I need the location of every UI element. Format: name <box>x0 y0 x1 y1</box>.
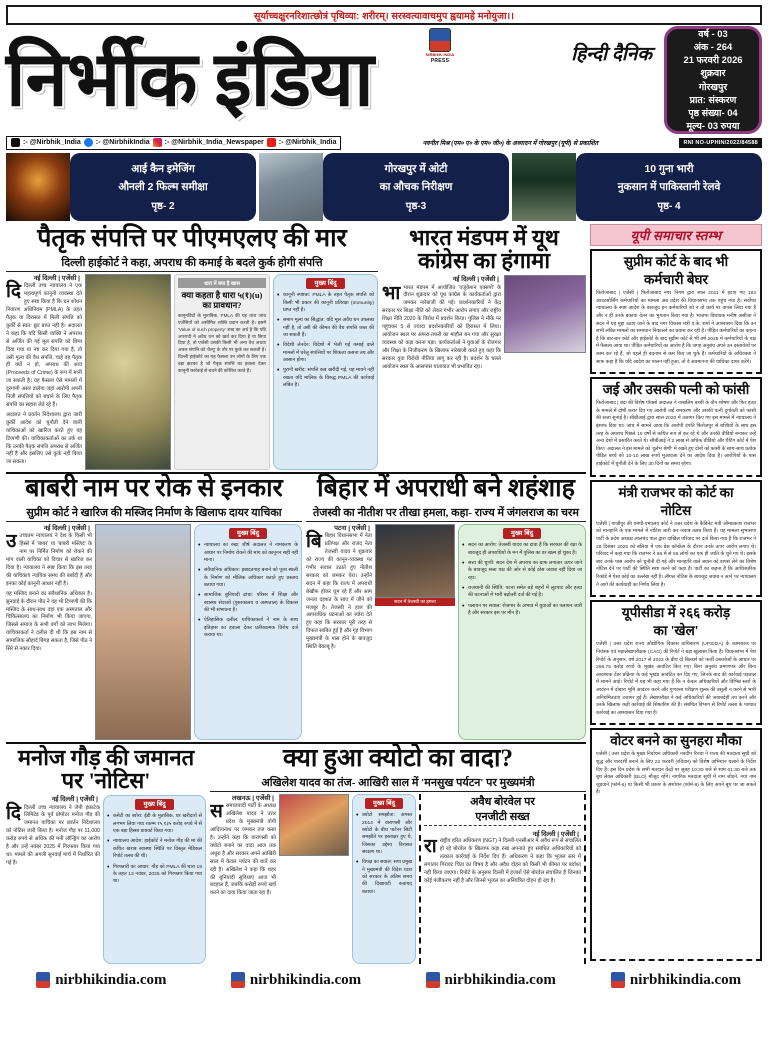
pmla-byline: नई दिल्ली | एजेंसी | <box>33 274 80 282</box>
pmla-text-col <box>6 274 82 471</box>
press-emblem-icon <box>429 28 451 52</box>
bihar-photo-caption: सदन में तेजस्वी का हमला <box>375 598 455 606</box>
bihar-photo <box>375 524 455 598</box>
promo-2-line1: गोरखपुर में ओटी <box>384 163 448 175</box>
babri-text-col <box>6 524 92 741</box>
info-edition: प्रात: संस्करण <box>689 93 737 105</box>
promo-2-line2: का औचक निरीक्षण <box>379 181 453 193</box>
kyoto-keypoints-title: मुख्य बिंदु <box>365 798 403 810</box>
bihar-headline: बिहार में अपराधी बने शहंशाह <box>317 475 575 502</box>
bihar-subhead: तेजस्वी का नीतीश पर तीखा हमला, कहा- राज्य में जंगलराज का चरम <box>306 503 586 522</box>
social-handle-instagram[interactable]: :- @Nirbhik_India_Newspaper <box>164 139 264 146</box>
info-day: शुक्रवार <box>700 67 726 79</box>
social-media-bar <box>6 135 762 150</box>
up-4-headline-line2: का 'खेल' <box>653 623 699 639</box>
social-handles-box <box>6 136 341 150</box>
masthead <box>6 26 762 134</box>
list-item: • पुरानी खरीद: संपत्ति कब खरीदी गई, यह मायने नहीं रखता यदि मालिक के विरुद्ध PMLA की कार्रवाई लंबित है। <box>277 367 374 389</box>
borewell-headline-line2: एनजीटी सख्त <box>424 811 581 826</box>
social-handle-x[interactable]: :- @Nirbhik_India <box>23 139 81 146</box>
pmla-headline: पैतृक संपत्ति पर पीएमएलए की मार <box>37 225 347 252</box>
babri-headline: बाबरी नाम पर रोक से इनकार <box>25 475 283 502</box>
footer-url-3[interactable]: nirbhikindia.com <box>444 971 556 988</box>
promo-item-1[interactable] <box>6 153 256 221</box>
up-2-body: फिरोजाबाद | बंदा की विशेष पॉक्सो अदालत ने नाबालिग बच्ची के यौन शोषण और फिर हत्या के मामले में दोषी करार दिए गए आरोपी जई रामकरण और उसकी पत्नी दुर्गावती को फांसी की सजा सुनाई है। सीबीआई द्वारा साल 2020 में उजागर किए गए इस मामले में न्यायालय ने इंसाफ दिया था। जांच में सामने आया कि आरोपी दंपति फिरोजपुर से बच्चियों के साथ इस तरह के अपराध पिछले 10 वर्षों से कथित रूप से कर रहे थे और उनकी वीडियो बनाकर उन्हें अन्य देशों में प्रसारित करते थे। सीबीआई ने 2 लाख से अधिक वीडियो और चैटिंग कोर्ट में पेश किए। अदालत ने इस मामले को 'दुर्लभ श्रेणी' में रखते हुए दोनों को फांसी के साथ-साथ प्रत्येक पीड़ित बच्चे को 10-10 लाख रुपये मुआवजा देने का आदेश दिया है। आरोपियों के पास हाईकोर्ट में चुनौती देने के लिए 30 दिनों का समय रहेगा। <box>596 401 756 468</box>
pmla-infobox-text: कानूनविदों के मुताबिक, PMLA की यह धारा जांच एजेंसियों को असीमित शक्ति प्रदान करती है। इसमें 'Value of such property' शब्द का अर्थ है कि यदि अपराधी ने अवैध धन को खर्च कर दिया है या छिपा दिया है, तो एजेंसी उसकी किसी भी अन्य वैध अथवा अचल संपत्ति को 'वैल्यू' के तौर पर कुर्क कर सकती है। दिल्ली हाईकोर्ट का यह फैसला उन लोगों के लिए एक बड़ा झटका है जो पैतृक संपत्ति का हवाला देकर कानूनी कार्रवाई से बचने की कोशिश करते हैं। <box>178 312 266 373</box>
list-item: • गिरफ्तारी का आधार: गौड़ को PMLA की धारा 19 के तहत 13 नवंबर, 2025 को गिरफ्तार किया गया था। <box>107 864 202 886</box>
hindi-daily-label: हिन्दी दैनिक <box>571 44 652 65</box>
press-label: PRESS <box>430 58 450 64</box>
footer-logo-icon <box>426 972 440 988</box>
list-item: • सदन का आरोप: तेजस्वी यादव का दावा है कि सरकार की रक्षा के बावजूद ही अपराधियों के मन में पुलिस का डर खत्म हो चुका है। <box>462 542 582 557</box>
up-item-5[interactable] <box>590 728 762 961</box>
borewell-body: राष्ट्रीय हरित अधिकरण (NGT) ने दिल्ली-एनसीआर में अवैध रूप से संचालित हो रहे बोरवेल के खिलाफ कड़ा रुख अपनाते हुए संबंधित अधिकारियों को तत्काल कार्रवाई के निर्देश दिए हैं। अधिकरण ने कहा कि भूजल स्तर में लगातार गिरावट चिंता का विषय है और अवैध दोहन को किसी भी कीमत पर बर्दाश्त नहीं किया जाएगा। रिपोर्ट के अनुसार दिल्ली में हजारों ऐसे बोरवेल संचालित हैं जिनका कोई पंजीकरण नहीं है और जिनसे भूजल का अनियंत्रित दोहन हो रहा है। <box>424 838 581 884</box>
youth-byline: नई दिल्ली | एजेंसी | <box>452 275 499 283</box>
kyoto-photo <box>279 794 349 856</box>
footer-cell-3[interactable] <box>395 967 586 993</box>
story-row-1 <box>6 224 586 470</box>
info-pages: पृष्ठ संख्या- 04 <box>688 106 738 118</box>
press-sub-label: NIRBHIK INDIA <box>425 52 455 57</box>
x-icon[interactable] <box>11 138 20 147</box>
babri-body-1: उच्चतम न्यायालय ने देश के किसी भी हिस्से में 'बाबर' या 'बाबरी मस्जिद' के नाम पर निर्मित निर्माण को रोकने की मांग वाली याचिका को विचार से खारिज कर दिया है। न्यायालय ने स्पष्ट किया कि इस तरह की याचिकाएं न्यायिक समय की बर्बादी हैं और इनका कोई कानूनी आधार नहीं है। <box>6 533 92 587</box>
article-youth-congress[interactable] <box>382 226 586 470</box>
manoj-text-col <box>6 795 100 964</box>
left-story-columns <box>6 224 586 964</box>
newspaper-title: निर्भीक इंडिया <box>6 37 373 122</box>
promo-3-line2: नुकसान में पाकिस्तानी रेलवे <box>617 181 721 193</box>
manoj-keypoints-title: मुख्य बिंदु <box>135 799 173 811</box>
pmla-infobox-tag: धारा में क्या है खास <box>178 278 266 288</box>
list-item: • न्यायालय आदेश: हाईकोर्ट ने मनोज गौड़ की मां की कथित खराब स्वास्थ्य स्थिति पर विस्तृत मेडिकल रिपोर्ट तलब की थी। <box>107 838 202 860</box>
list-item: • पलायन पर सवाल: रोजगार के अभाव में युवाओं का पलायन जारी है और सरकार इस पर मौन है। <box>462 603 582 618</box>
manoj-byline: नई दिल्ली | एजेंसी | <box>51 795 98 803</box>
list-item: • क्योटो समझौता: अगस्त 2014 में वाराणसी और क्योटो के बीच पार्टनर सिटी समझौते पर हस्ताक्षर हुए थे, जिसका उद्देश्य विरासत संरक्षण था। <box>356 812 412 856</box>
youth-photo <box>504 275 586 353</box>
babri-keypoints-title: मुख्य बिंदु <box>229 528 267 540</box>
up-5-headline: वोटर बनने का सुनहरा मौका <box>610 733 742 749</box>
promo-image-movie <box>6 153 70 221</box>
social-handle-facebook[interactable]: :- @NirbhikIndia <box>95 139 150 146</box>
list-item: • विपक्ष का सवाल: सपा प्रमुख ने मुख्यमंत्री की विदेश यात्रा को सरकार के अंतिम समय की दिखावटी कवायद बताया। <box>356 859 412 896</box>
borewell-byline: नई दिल्ली | एजेंसी | <box>532 831 579 839</box>
babri-byline: नई दिल्ली | एजेंसी | <box>43 524 90 532</box>
rni-number: RNI NO-UPHIN/2022/84588 <box>679 138 762 148</box>
youth-headline-line2: कांग्रेस का हंगामा <box>417 248 551 274</box>
promo-image-hospital <box>259 153 323 221</box>
kyoto-dropcap: स <box>210 801 223 823</box>
pmla-photo <box>85 274 171 471</box>
babri-keypoints <box>194 524 302 741</box>
shloka-text: सूर्याच्चक्षुरनरिशात्छोत्रं पृथिव्या: शरीरम्। सरस्वत्यावाचमुप ह्वयामहे मनोयुजा।। <box>253 10 515 22</box>
kyoto-headline: क्या हुआ क्योटो का वादा? <box>283 745 513 772</box>
info-issue: अंक - 264 <box>693 41 733 53</box>
list-item: • संवैधानिक अधिकार: इबादतगाह बनाने को पूजा स्थली के निर्माण को मौलिक अधिकार बताते हुए प्रस्ताव बताया गया। <box>198 567 298 589</box>
promo-image-train <box>512 153 576 221</box>
pmla-keypoints-title: मुख्य बिंदु <box>306 278 344 290</box>
pmla-dropcap: दि <box>6 281 22 303</box>
facebook-icon[interactable] <box>84 138 93 147</box>
info-price: मूल्य- 03 रुपया <box>686 119 740 131</box>
social-handle-youtube[interactable]: :- @Nirbhik_India <box>278 139 337 146</box>
article-babri[interactable] <box>6 476 302 740</box>
masthead-title-area <box>6 26 660 134</box>
list-item: • विदेशी लेनदेन: विदेशों में भेजी गई कमाई वाले मामलों में घरेलू संपत्तियों पर शिकंजा कसना तय और आसान होगा। <box>277 342 374 364</box>
bihar-keypoints-title: मुख्य बिंदु <box>503 528 541 540</box>
pmla-infobox <box>174 274 270 471</box>
footer-cell-1[interactable] <box>6 967 197 993</box>
borewell-dropcap: रा <box>424 836 437 858</box>
promo-item-2[interactable] <box>259 153 509 221</box>
press-logo <box>423 28 457 64</box>
up-news-column <box>590 224 762 964</box>
footer-url-4[interactable]: nirbhikindia.com <box>629 971 742 988</box>
kyoto-body-1: समाजवादी पार्टी के अध्यक्ष अखिलेश यादव ने उत्तर प्रदेश के मुख्यमंत्री योगी आदित्यनाथ पर जमकर तंज कसा है। उन्होंने कहा कि वाराणसी को क्योटो बनाने का वादा आज तक अधूरा है और सरकार अपने आखिरी साल में केवल पर्यटन की बातें कर रही है। अखिलेश ने कहा कि शहर की बुनियादी सुविधाएं आज भी बदहाल हैं, जबकि करोड़ों रुपये खर्च करने का दावा किया जाता रहा है। <box>210 803 276 897</box>
info-year: वर्ष - 03 <box>698 28 728 40</box>
footer-cell-4[interactable] <box>590 967 762 993</box>
borewell-headline-line1: अवैध बोरवेल पर <box>470 795 535 808</box>
list-item: • ऐतिहासिक दलील: याचिकाकर्ता ने नाम के साथ इतिहास का हवाला देकर प्रतीकात्मक विरोध दर्ज कराया था। <box>198 617 298 639</box>
pmla-body-2: अदालत ने प्रवर्तन निदेशालय द्वारा जारी कुर्की आदेश को चुनौती देने वाली याचिकाओं को खारिज करते हुए यह टिप्पणी की। याचिकाकर्ताओं का तर्क था कि उनकी पैतृक संपत्ति अपराध से अर्जित नहीं है और इसलिए उसे कुर्क नहीं किया जा सकता। <box>6 411 82 466</box>
masthead-info-box <box>664 26 762 134</box>
list-item: • समान मूल्य का सिद्धांत: यदि मूल अवैध धन उपलब्ध नहीं है, तो उसी की कीमत की वैध संपत्ति जब्त की जा सकती है। <box>277 317 374 339</box>
youth-body: भारत मंडपम में आयोजित 'एजुकेशन एक्सपो' के दौरान शुक्रवार को यूथ कांग्रेस के कार्यकर्ताओं द्वारा जमकर नारेबाजी की गई। प्रदर्शनकारियों ने केंद्र सरकार पर शिक्षा नीति को लेकर गंभीर आरोप लगाए और राष्ट्रीय शिक्षा नीति 2020 के विरोध में प्रदर्शन किया। पुलिस ने मौके पर पहुंचकर 5 से ज्यादा प्रदर्शनकारियों को हिरासत में लिया। आयोजन स्थल पर अफरा-तफरी का माहौल बन गया और सुरक्षा व्यवस्था को कड़ा करना पड़ा। कार्यकर्ताओं ने युवाओं के रोजगार और शिक्षा के निजीकरण के खिलाफ नारेबाजी करते हुए कहा कि सरकार युवा विरोधी नीतियां लागू कर रही है। प्रदर्शन के चलते आयोजन स्थल के आसपास यातायात भी प्रभावित रहा। <box>382 284 501 370</box>
promo-3-page: पृष्ठ- 4 <box>657 201 681 212</box>
promo-1-page: पृष्ठ- 2 <box>151 201 175 212</box>
babri-dropcap: उ <box>6 531 17 553</box>
main-content <box>6 224 762 964</box>
promo-box-1[interactable] <box>70 153 256 221</box>
manoj-dropcap: दि <box>6 802 22 824</box>
bihar-photo-wrap <box>375 524 455 741</box>
up-1-headline-line2: कर्मचारी बेघर <box>643 272 709 288</box>
list-item: • राजधानी की स्थिति: पटना समेत बड़े शहरों में लूटपाट और हत्या की घटनाओं में भारी बढ़ोतरी दर्ज की गई है। <box>462 585 582 600</box>
bihar-body-1: बिहार विधानसभा में नेता प्रतिपक्ष और राजद नेता तेजस्वी यादव ने शुक्रवार को राज्य की कानून-व्यवस्था पर गंभीर सवाल उठाते हुए नीतीश सरकार को जमकर घेरा। उन्होंने सदन में कहा कि राज्य में अपराधी बेखौफ होकर घूम रहे हैं और आम जनता दहशत के साए में जीने को मजबूर है। तेजस्वी ने हाल की आपराधिक घटनाओं का ब्योरा देते हुए कहा कि सरकार पूरी तरह से विफल साबित हुई है और गृह विभाग मुख्यमंत्री के पास होने के बावजूद स्थिति बेकाबू है। <box>306 533 372 651</box>
bihar-byline: पटना | एजेंसी | <box>334 524 370 532</box>
up-1-headline-line1: सुप्रीम कोर्ट के बाद भी <box>623 254 729 269</box>
footer-logo-icon <box>36 972 50 988</box>
promo-1-line1: आई कैन इमेजिंग <box>131 163 195 175</box>
info-city: गोरखपुर <box>698 80 728 92</box>
bihar-text-col <box>306 524 372 741</box>
list-item: • सत्ता की चुप्पी: सदन देश में अपराध का ग्राफ लगातार ऊपर जाने के बावजूद सत्ता पक्ष की ओर से कोई ठोस जवाब नहीं दिया जा रहा। <box>462 560 582 582</box>
footer-logo-icon <box>231 972 245 988</box>
footer-logo-icon <box>611 972 625 988</box>
up-3-body: एजेंसी | गाजीपुर की एमपी-एमएलए कोर्ट ने उत्तर प्रदेश के कैबिनेट मंत्री ओमप्रकाश राजभर को मानहानि के एक मामले में नोटिस जारी कर जवाब तलब किया है। यह मामला सुभासपा पार्टी के प्रदेश अध्यक्ष लालचंद पाल द्वारा दाखिल परिवाद पर दर्ज किया गया है कि राजभर ने 28 दिसंबर 2025 को बलिया में एक प्रेस कॉन्फ्रेंस के दौरान उनके ऊपर आरोप लगाए थे। परिवाद में कहा गया कि राजभर ने 86 में से 56 लोगों का एक ही जाति के चुने गए थे। इसके बाद उनके पास आरोप को चुनौती दी गई और मानहानि वाले बयान को वापस लेने का विशेष नोटिस देने पर पार्टी की स्थिति स्पष्ट करने को कहा है। पार्टी का कहना है कि आधिकारिक रिकॉर्ड में ऐसा कोई का उल्लेख नहीं है। लीगल नोटिस के बावजूद जवाब न आने पर न्यायालय ने आगे की कार्यवाही का निर्णय लिया है। <box>596 521 756 588</box>
promo-box-2[interactable] <box>323 153 509 221</box>
story-row-3 <box>6 742 586 964</box>
instagram-icon[interactable] <box>153 138 162 147</box>
manoj-headline-line1: मनोज गौड़ की जमानत <box>17 745 195 770</box>
kyoto-byline: लखनऊ | एजेंसी | <box>232 794 274 802</box>
pmla-keypoints <box>273 274 378 471</box>
up-item-1[interactable] <box>590 249 762 374</box>
up-4-body: एजेंसी | उत्तर प्रदेश राज्य औद्योगिक विकास प्राधिकरण (UPSIDA) के कामकाज पर नियंत्रक एवं महालेखापरीक्षक (CAG) की रिपोर्ट ने बड़ा खुलासा किया है। विधानसभा में पेश रिपोर्ट के अनुसार, वर्ष 2017 से 2022 के बीच दो बिल्डर्स को फर्जी दस्तावेजों के आधार पर 266.75 करोड़ रुपये के भूखंड आवंटित किए गए। बिना अनुबंध प्रमाणपत्र और बिना आवश्यक टेंडर प्रक्रिया के कई भूखंड आवंटित कर दिए गए, जिनके बाद की कार्रवाई पड़ताल में सामने आई। रिपोर्ट में यह भी कहा गया है कि न केवल अधिकारियों और विभिन्न स्तरों के आवंटन में दोबारा भूमि आवंटन करने और गुणवत्ता परीक्षण शुल्क की वसूली न करने से भारी अनियमितताएं उजागर हुई हैं। लेखापरीक्षा ने कई अधिकारियों की जवाबदेही तय करने और उनके खिलाफ कड़ी कार्रवाई की सिफारिश की है। संबंधित विभाग से रिपोर्ट तलब के पश्चात कार्रवाई का आश्वासन दिया गया है। <box>596 642 756 716</box>
promo-2-page: पृष्ठ-3 <box>405 201 427 212</box>
story-row-2 <box>6 472 586 740</box>
manoj-body-1: दिल्ली उच्च न्यायालय ने जेपी इंफ्राटेक लिमिटेड के पूर्व प्रोमोटर मनोज गौड़ की जमानत याचिका पर प्रवर्तन निदेशालय को नोटिस जारी किया है। मनोज गौड़ पर 11,000 करोड़ रुपये से अधिक की मनी लॉन्ड्रिंग का आरोप है और उन्हें नवंबर 2025 में गिरफ्तार किया गया था। मामले की अगली सुनवाई मार्च में निर्धारित की गई है। <box>6 804 100 866</box>
footer-url-1[interactable]: nirbhikindia.com <box>55 971 167 988</box>
kyoto-subhead: अखिलेश यादव का तंज- आखिरी साल में 'मनसुख पर्यटन' पर मुख्यमंत्री <box>210 773 586 792</box>
article-manoj[interactable] <box>6 746 206 964</box>
babri-photo <box>95 524 191 741</box>
pmla-infobox-question: क्या कहता है धारा ५(१)(u) का प्रावधान? <box>181 289 263 310</box>
promo-item-3[interactable] <box>512 153 762 221</box>
kyoto-keypoints <box>352 794 416 965</box>
up-column-banner: यूपी समाचार स्तम्भ <box>590 224 762 246</box>
up-item-4[interactable] <box>590 600 762 725</box>
publisher-line: नवनीत मिश्र (एम० ए० के एम० जी०) के अध्यादन में गोरखपुर (यूपी) से प्रकाशित <box>422 140 599 147</box>
footer-cell-2[interactable] <box>201 967 392 993</box>
up-1-body: फिरोजाबाद | एजेंसी | फिरोजाबाद नगर निगम द्वारा साल 2011 में हटाए गए 183 आउटसोर्सिंग कर्मचारियों का मामला अब प्रदेश की विधानसभा तक पहुंच गया है। सर्वोच्च न्यायालय के स्पष्ट आदेश के बावजूद इन कर्मचारियों को न तो कार्य पर वापस लिया गया है और न ही उनके बकाया वेतन का भुगतान किया गया है। भाजपा विधायक मनीष असीजा ने सदन में यह मुद्दा उठाए जाने के बाद नगर विकास मंत्री ए.के. शर्मा ने आश्वासन दिया कि उन सभी लंबित मामलों का समाधान निकालने का प्रयास कर रही है। पीड़ित कर्मचारियों का कहना है कि बार-बार कोर्ट और हाईकोर्ट के बाद सुप्रीम कोर्ट से भी वर्ष 2025 में कर्मचारियों के पक्ष में फैसला आया था। पीड़ित कर्मचारियों का आरोप है कि जगह अनुबंध अपने उन दस्तावेजों पर काम कर रहे हैं, जो पहले ही बदनाम से कम किए जा चुके हैं। कर्मचारियों के अधिवक्ता ने साफ कहा है कि यदि आदेश का पालन नहीं हुआ, तो वे अवमानना की याचिका दायर करेंगे। <box>596 291 756 365</box>
up-item-3[interactable] <box>590 480 762 598</box>
bihar-dropcap: बि <box>306 531 322 553</box>
pmla-subhead: दिल्ली हाईकोर्ट ने कहा, अपराध की कमाई के बदले कुर्क होगी संपत्ति <box>6 253 378 272</box>
footer-url-2[interactable]: nirbhikindia.com <box>249 971 362 988</box>
list-item: • कानूनी स्पष्टता: PMLA के तहत पैतृक संपत्ति को किसी भी प्रकार की कानूनी प्रतिरक्षा (Immunity) प्राप्त नहीं है। <box>277 292 374 314</box>
youth-headline-line1: भारत मंडपम में यूथ <box>409 225 559 250</box>
promo-box-3[interactable] <box>576 153 762 221</box>
babri-subhead: सुप्रीम कोर्ट ने खारिज की मस्जिद निर्माण के खिलाफ दायर याचिका <box>6 503 302 522</box>
article-kyoto[interactable] <box>210 746 586 964</box>
sanskrit-shloka-bar <box>6 5 762 25</box>
youth-dropcap: भा <box>382 282 401 304</box>
manoj-keypoints <box>103 795 206 964</box>
kyoto-text-col <box>210 794 276 965</box>
bihar-keypoints <box>458 524 586 741</box>
up-3-headline-line1: मंत्री राजभर को कोर्ट का <box>618 484 734 500</box>
manoj-headline-line2: पर 'नोटिस' <box>61 768 151 794</box>
info-date: 21 फरवरी 2026 <box>683 54 743 66</box>
up-3-headline-line2: नोटिस <box>660 502 692 518</box>
article-borewell[interactable] <box>419 794 586 965</box>
promo-1-line2: औनली 2 फिल्म समीक्षा <box>118 181 208 193</box>
up-4-headline-line1: यूपीसीडा में २६६ करोड़ <box>621 605 731 621</box>
up-2-headline: जई और उसकी पत्नी को फांसी <box>602 382 750 398</box>
list-item: • कमेटी का ब्योरा: ईडी के मुताबिक, घर खरीदारों से लगभग लिया गया रकम्म १५,१३५ करोड़ रुपये में से एक बड़ा हिस्सा डायवर्ट किया गया। <box>107 813 202 835</box>
promo-strip <box>6 153 762 221</box>
up-5-body: एजेंसी | उत्तर प्रदेश के मुख्य निर्वाचन अधिकारी नवदीप रिनवा ने राज्य की मतदाता सूची को शुद्ध और पारदर्शी बनाने के लिए 22 फरवरी (रविवार) को विशेष अभियान चलाने के निर्देश दिए हैं। इस दिन प्रदेश के सभी मतदान केंद्रों पर सुबह 10:30 बजे से शाम 01:30 बजे तक बूथ लेवल अधिकारी (BLO) मौजूद रहेंगे। नागरिक मतदाता सूची में नाम जोड़ने, नया नाम जुड़वाने (फॉर्म-6) या किसी भी प्रकार के संशोधन (फॉर्म-8) के लिए अपने बूथ पर जा सकते हैं। <box>596 752 756 796</box>
list-item: • न्यायालय का रुख: शीर्ष अदालत ने नामकरण के आधार पर निर्माण रोकने की मांग को कानूनन सही नहीं माना। <box>198 542 298 564</box>
footer <box>6 967 762 993</box>
article-bihar[interactable] <box>306 476 586 740</box>
babri-body-2: यह मस्जिद बनाने का संवैधानिक अधिकार है। सुनवाई के दौरान पीठ ने यह भी टिप्पणी की कि मस्जिद के साथ-साथ वहां एक अस्पताल और चिकित्सालय का निर्माण भी किया जाएगा, जिससे समाज के सभी वर्गों को लाभ मिलेगा। याचिकाकर्ता ने दलील दी थी कि इस नाम से सामाजिक सौहार्द बिगड़ सकता है, जिसे पीठ ने सिरे से नकार दिया। <box>6 590 92 653</box>
promo-3-line1: 10 गुना भारी <box>644 163 694 175</box>
youtube-icon[interactable] <box>267 138 276 147</box>
list-item: • सामाजिक बुनियादी ढांचा: परिसर में शिक्षा और स्वास्थ्य सेवाओं (पुस्तकालय व अस्पताल) के विकास की भी संभावना है। <box>198 592 298 614</box>
article-pmla[interactable] <box>6 226 378 470</box>
youth-text-col <box>382 275 501 470</box>
pmla-body-1: दिल्ली उच्च न्यायालय ने एक महत्वपूर्ण कानूनी व्यवस्था देते हुए स्पष्ट किया है कि धन शोधन निवारण अधिनियम (PMLA) के तहत पैतृक या विरासत में मिली संपत्ति को कुर्की से स्वत: छूट प्राप्त नहीं है। अदालत ने कहा कि यदि किसी व्यक्ति ने अपराध से अर्जित की गई मूल संपत्ति को छिपा दिया गया या नष्ट कर दिया गया है, तो उसी मूल्य की वैध संपत्ति, चाहे वह पैतृक ही क्यों न हो, अपराध की आय (Proceeds of Crime) के रूप में मानी जा सकती है। यह फैसला ऐसे मामलों में दूरगामी असर डालेगा जहां आरोपी अपनी निजी संपत्तियों को बचाने के लिए पैतृक संपत्ति का सहारा लेते रहे हैं। <box>6 283 82 408</box>
up-item-2[interactable] <box>590 377 762 476</box>
